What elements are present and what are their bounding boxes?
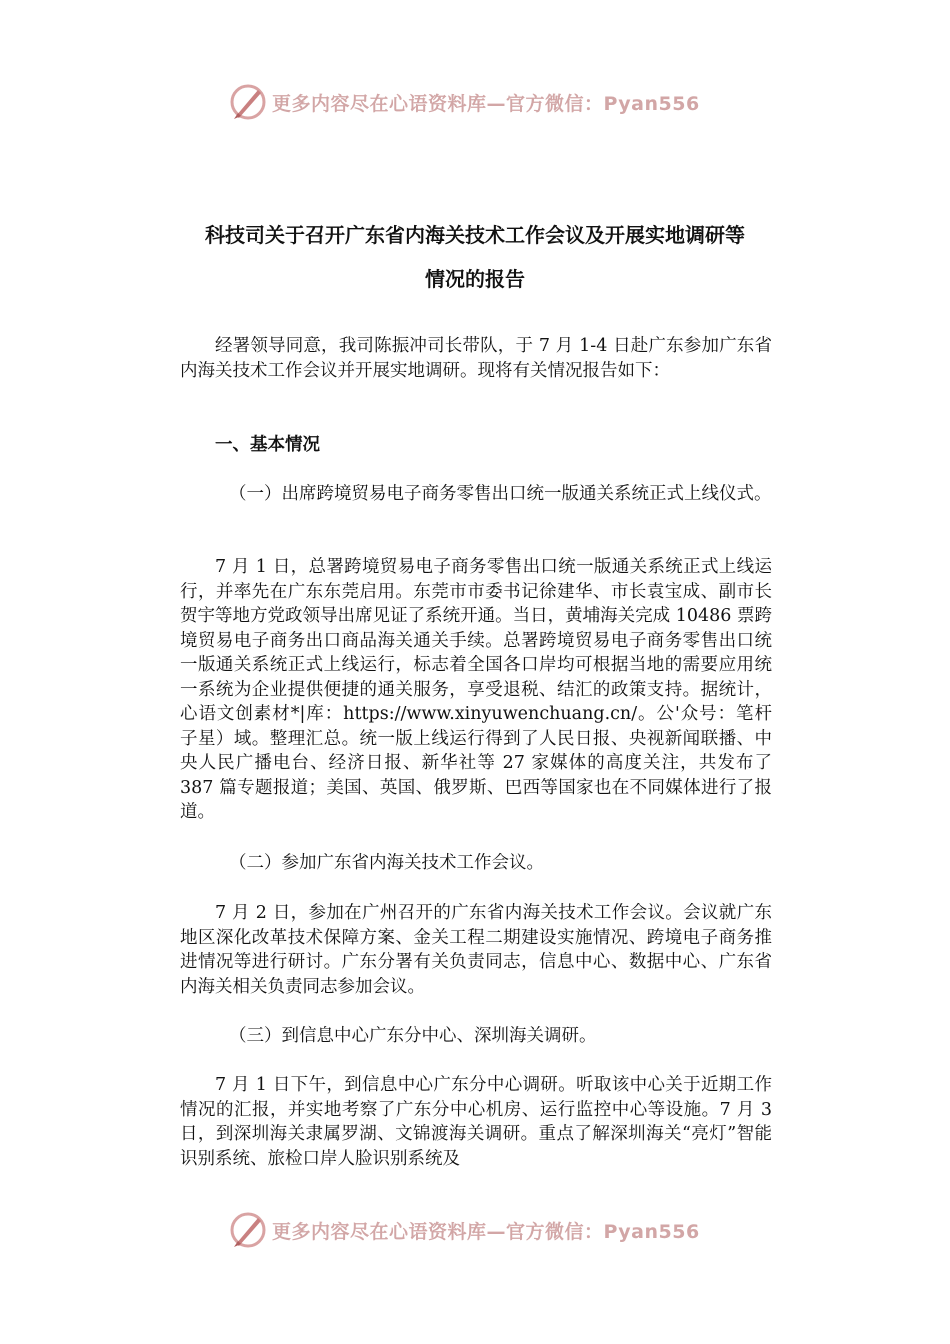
body-paragraph: 7 月 2 日，参加在广州召开的广东省内海关技术工作会议。会议就广东地区深化改革技术保障方案、金关工程二期建设实施情况、跨境电子商务推进情况等进行研讨。广东分署有关负责同志，信息中心、数据中心、广东省内海关相关负责同志参加会议。 [180,903,772,997]
body-paragraph: 7 月 1 日，总署跨境贸易电子商务零售出口统一版通关系统正式上线运行，并率先在广东东莞启用。东莞市市委书记徐建华、市长袁宝成、副市长贺宇等地方党政领导出席见证了系统开通。当日，黄埔海关完成 10486 票跨境贸易电子商务出口商品海关通关手续。总署跨境贸易电子商务零售出口统一版通关系统正式上线运行，标志着全国各口岸均可根据当地的需要应用统一系统为企业提供便捷的通关服务，享受退税、结汇的政策支持。据统计，心语文创素材*|库：https://www.xinyuwenchuang.cn/。公'众号：笔杆子星）域。整理汇总。统一版上线运行得到了人民日报、央视新闻联播、中央人民广播电台、经济日报、新华社等 27 家媒体的高度关注，共发布了 387 篇专题报道；美国、英国、俄罗斯、巴西等国家也在不同媒体进行了报道。 [180,557,772,822]
footer-watermark-banner [228,1210,700,1250]
document-title-line2: 情况的报告 [425,267,525,291]
intro-paragraph: 经署领导同意，我司陈振冲司长带队，于 7 月 1-4 日赴广东参加广东省内海关技术工作会议并开展实地调研。现将有关情况报告如下： [180,336,772,381]
body-paragraph: 7 月 1 日下午，到信息中心广东分中心调研。听取该中心关于近期工作情况的汇报，并实地考察了广东分中心机房、运行监控中心等设施。7 月 3 日，到深圳海关隶属罗湖、文锦渡海关调研。重点了解深圳海关“亮灯”智能识别系统、旅检口岸人脸识别系统及 [180,1075,772,1169]
quill-pen-icon [228,1210,268,1250]
section-heading: 一、基本情况 [215,435,320,455]
subsection-title: （三）到信息中心广东分中心、深圳海关调研。 [229,1026,597,1046]
subsection-title: （一）出席跨境贸易电子商务零售出口统一版通关系统正式上线仪式。 [229,484,772,504]
quill-pen-icon [228,82,268,122]
document-title: 科技司关于召开广东省内海关技术工作会议及开展实地调研等 [205,223,745,247]
watermark-text: 更多内容尽在心语资料库—官方微信：Pyan556 [272,1220,700,1243]
subsection-title: （二）参加广东省内海关技术工作会议。 [229,853,544,873]
header-watermark-banner [228,82,700,122]
watermark-text: 更多内容尽在心语资料库—官方微信：Pyan556 [272,92,700,115]
